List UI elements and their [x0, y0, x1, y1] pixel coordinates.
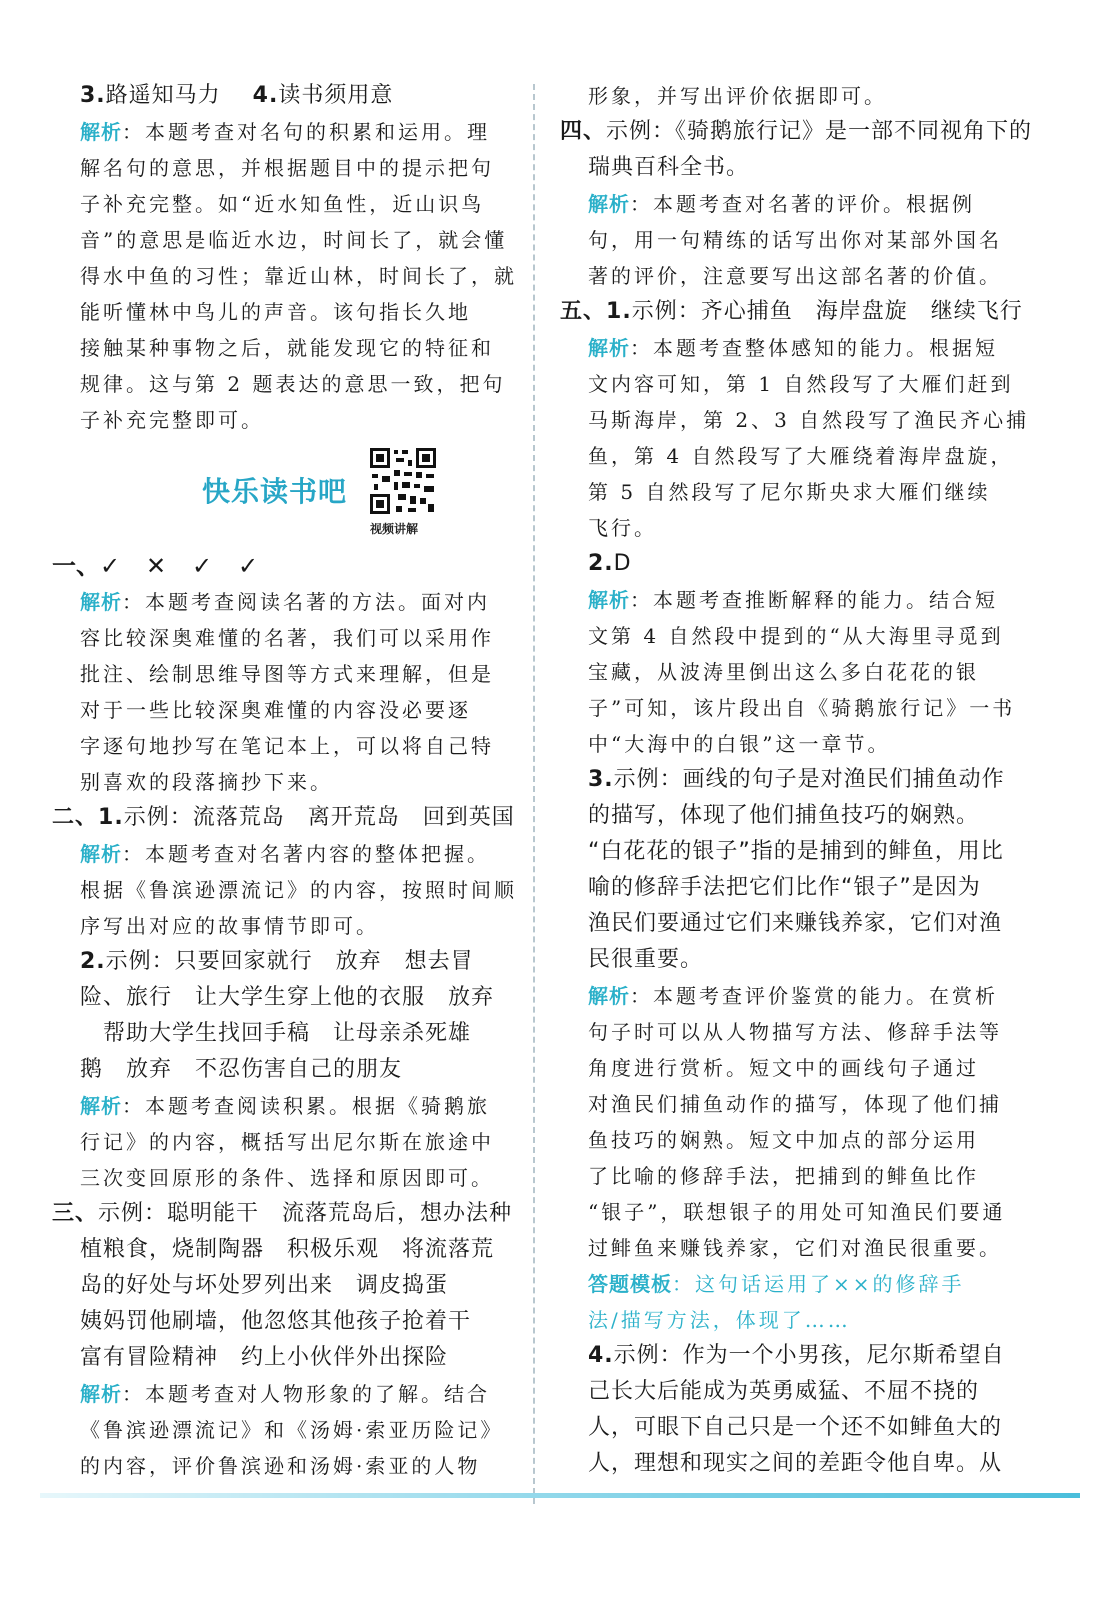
explanation-text: ：本题考查推断解释的能力。结合短: [630, 588, 998, 612]
explanation-line: 飞行。: [588, 516, 657, 540]
explanation-line: 对渔民们捕鱼动作的描写，体现了他们捕: [588, 1092, 1002, 1116]
answer-line: [588, 546, 1028, 582]
answer-line: 岛的好处与坏处罗列出来 调皮捣蛋: [80, 1273, 449, 1298]
answer-text: 示例：流落荒岛 离开荒岛 回到英国: [123, 805, 515, 830]
explanation-line: [80, 1376, 510, 1412]
answer-line: [560, 114, 1033, 150]
analysis-label: 解析: [588, 588, 630, 612]
section-number: 三、: [52, 1201, 99, 1226]
answer-line: [80, 78, 510, 114]
answer-line: [560, 294, 1028, 330]
analysis-label: 解析: [80, 1094, 122, 1118]
explanation-line: [588, 582, 1028, 618]
explanation-line: 解名句的意思，并根据题目中的提示把句: [80, 156, 494, 180]
explanation-line: 规律。这与第 2 题表达的意思一致，把句: [80, 372, 506, 396]
answer-line: “白花花的银子”指的是捕到的鲱鱼，用比: [588, 839, 1004, 864]
answer-text: 示例：作为一个小男孩，尼尔斯希望自: [613, 1343, 1005, 1368]
explanation-line: 子补充完整即可。: [80, 408, 264, 432]
explanation-line: 得水中鱼的习性；靠近山林，时间长了，就: [80, 264, 517, 288]
right-column: [560, 78, 1033, 1482]
answer-text: 示例：只要回家就行 放弃 想去冒: [105, 949, 474, 974]
analysis-label: 解析: [80, 842, 122, 866]
answer-line: [52, 800, 515, 836]
qr-code-icon[interactable]: [368, 446, 438, 516]
cross-mark: ✕: [146, 552, 167, 580]
analysis-label: 解析: [80, 120, 122, 144]
analysis-label: 解析: [588, 192, 630, 216]
question-number: 1.: [606, 299, 632, 324]
answer-line: [588, 1338, 1028, 1374]
explanation-line: 接触某种事物之后，就能发现它的特征和: [80, 336, 494, 360]
explanation-line: 著的评价，注意要写出这部名著的价值。: [588, 264, 1002, 288]
answer-text: 示例：画线的句子是对渔民们捕鱼动作: [613, 767, 1005, 792]
column-divider: [533, 84, 535, 1504]
explanation-line: 《鲁滨逊漂流记》和《汤姆·索亚历险记》: [80, 1418, 504, 1442]
explanation-line: “银子”，联想银子的用处可知渔民们要通: [588, 1200, 1006, 1224]
explanation-line: 的内容，评价鲁滨逊和汤姆·索亚的人物: [80, 1454, 481, 1478]
answer-line: [588, 762, 1028, 798]
question-number: 2.: [588, 551, 614, 576]
explanation-line: 第 5 自然段写了尼尔斯央求大雁们继续: [588, 480, 991, 504]
explanation-line: 行记》的内容，概括写出尼尔斯在旅途中: [80, 1130, 494, 1154]
answer-text: D: [613, 551, 632, 576]
explanation-line: 形象，并写出评价依据即可。: [588, 84, 887, 108]
explanation-line: 鱼，第 4 自然段写了大雁绕着海岸盘旋，: [588, 444, 1014, 468]
explanation-line: 句，用一句精练的话写出你对某部外国名: [588, 228, 1002, 252]
explanation-line: [588, 186, 1028, 222]
section-number: 四、: [560, 119, 607, 144]
explanation-line: 子”可知，该片段出自《骑鹅旅行记》一书: [588, 696, 1016, 720]
explanation-line: 三次变回原形的条件、选择和原因即可。: [80, 1166, 494, 1190]
check-mark: ✓: [100, 552, 121, 580]
explanation-line: 根据《鲁滨逊漂流记》的内容，按照时间顺: [80, 878, 517, 902]
answer-line: [52, 1196, 513, 1232]
explanation-line: 能听懂林中鸟儿的声音。该句指长久地: [80, 300, 471, 324]
explanation-line: [80, 114, 510, 150]
answer-text: 示例：齐心捕鱼 海岸盘旋 继续飞行: [631, 299, 1023, 324]
template-text: ：这句话运用了××的修辞手: [672, 1272, 965, 1296]
question-number: 4.: [588, 1343, 614, 1368]
question-number: 2.: [80, 949, 106, 974]
explanation-line: 宝藏，从波涛里倒出这么多白花花的银: [588, 660, 979, 684]
section-number: 一、: [52, 552, 100, 580]
answer-text: 路遥知马力: [105, 83, 221, 108]
analysis-label: 解析: [80, 1382, 122, 1406]
question-number: 3.: [588, 767, 614, 792]
answer-line: 姨妈罚他刷墙，他忽悠其他孩子抢着干: [80, 1309, 472, 1334]
analysis-label: 解析: [588, 984, 630, 1008]
explanation-line: [588, 978, 1028, 1014]
section-heading: [80, 444, 510, 544]
answer-line: 人，理想和现实之间的差距令他自卑。从: [588, 1451, 1003, 1476]
template-label: 答题模板: [588, 1272, 672, 1296]
question-number: 1.: [98, 805, 124, 830]
answer-line: 瑞典百科全书。: [588, 155, 750, 180]
template-line: [588, 1266, 1028, 1302]
qr-caption: 视频讲解: [370, 522, 419, 536]
answer-text: 示例：聪明能干 流落荒岛后，想办法种: [98, 1201, 513, 1226]
explanation-line: 马斯海岸，第 2、3 自然段写了渔民齐心捕: [588, 408, 1030, 432]
explanation-line: [80, 1088, 510, 1124]
check-mark: ✓: [192, 552, 213, 580]
explanation-line: 音”的意思是临近水边，时间长了，就会懂: [80, 228, 508, 252]
check-mark: ✓: [238, 552, 259, 580]
explanation-line: 过鲱鱼来赚钱养家，它们对渔民很重要。: [588, 1236, 1002, 1260]
answer-line: 富有冒险精神 约上小伙伴外出探险: [80, 1345, 449, 1370]
answer-line: 险、旅行 让大学生穿上他的衣服 放弃: [80, 985, 495, 1010]
explanation-line: 文内容可知，第 1 自然段写了大雁们赶到: [588, 372, 1014, 396]
answer-line: [52, 548, 510, 584]
left-column: [52, 78, 517, 1484]
analysis-label: 解析: [80, 590, 122, 614]
explanation-line: 容比较深奥难懂的名著，我们可以采用作: [80, 626, 494, 650]
analysis-label: 解析: [588, 336, 630, 360]
answer-text: 示例：《骑鹅旅行记》是一部不同视角下的: [606, 119, 1033, 144]
answer-line: 鹅 放弃 不忍伤害自己的朋友: [80, 1057, 403, 1082]
explanation-line: [80, 836, 510, 872]
answer-line: 己长大后能成为英勇威猛、不屈不挠的: [588, 1379, 980, 1404]
answer-text: 读书须用意: [278, 83, 394, 108]
answer-line: 的描写，体现了他们捕鱼技巧的娴熟。: [588, 803, 980, 828]
explanation-text: ：本题考查对名著的评价。根据例: [630, 192, 975, 216]
answer-line: 渔民们要通过它们来赚钱养家，它们对渔: [588, 911, 1003, 936]
answer-line: [80, 944, 510, 980]
explanation-line: 字逐句地抄写在笔记本上，可以将自己特: [80, 734, 494, 758]
answer-line: 民很重要。: [588, 947, 704, 972]
explanation-line: 鱼技巧的娴熟。短文中加点的部分运用: [588, 1128, 979, 1152]
explanation-text: ：本题考查对名著内容的整体把握。: [122, 842, 490, 866]
explanation-text: ：本题考查整体感知的能力。根据短: [630, 336, 998, 360]
section-title: 快乐读书吧: [202, 475, 348, 508]
explanation-line: 了比喻的修辞手法，把捕到的鲱鱼比作: [588, 1164, 979, 1188]
answer-line: 喻的修辞手法把它们比作“银子”是因为: [588, 875, 981, 900]
explanation-text: ：本题考查对人物形象的了解。结合: [122, 1382, 490, 1406]
explanation-line: [588, 330, 1028, 366]
question-number: 3.: [80, 83, 106, 108]
explanation-line: 子补充完整。如“近水知鱼性，近山识鸟: [80, 192, 485, 216]
section-number: 五、: [560, 299, 607, 324]
footer-bar: [40, 1493, 1080, 1498]
answer-line: 植粮食，烧制陶器 积极乐观 将流落荒: [80, 1237, 495, 1262]
explanation-text: ：本题考查对名句的积累和运用。理: [122, 120, 490, 144]
section-number: 二、: [52, 805, 99, 830]
explanation-text: ：本题考查阅读积累。根据《骑鹅旅: [122, 1094, 490, 1118]
template-line: 法/描写方法，体现了……: [588, 1308, 851, 1332]
question-number: 4.: [252, 83, 279, 108]
explanation-line: 序写出对应的故事情节即可。: [80, 914, 379, 938]
explanation-line: 对于一些比较深奥难懂的内容没必要逐: [80, 698, 471, 722]
explanation-text: ：本题考查阅读名著的方法。面对内: [122, 590, 490, 614]
explanation-line: 角度进行赏析。短文中的画线句子通过: [588, 1056, 979, 1080]
explanation-line: 别喜欢的段落摘抄下来。: [80, 770, 333, 794]
explanation-text: ：本题考查评价鉴赏的能力。在赏析: [630, 984, 998, 1008]
explanation-line: [80, 584, 510, 620]
answer-line: 人，可眼下自己只是一个还不如鲱鱼大的: [588, 1415, 1003, 1440]
explanation-line: 句子时可以从人物描写方法、修辞手法等: [588, 1020, 1002, 1044]
answer-line: 帮助大学生找回手稿 让母亲杀死雄: [80, 1021, 472, 1046]
explanation-line: 文第 4 自然段中提到的“从大海里寻觅到: [588, 624, 1004, 648]
explanation-line: 中“大海中的白银”这一章节。: [588, 732, 891, 756]
explanation-line: 批注、绘制思维导图等方式来理解，但是: [80, 662, 494, 686]
